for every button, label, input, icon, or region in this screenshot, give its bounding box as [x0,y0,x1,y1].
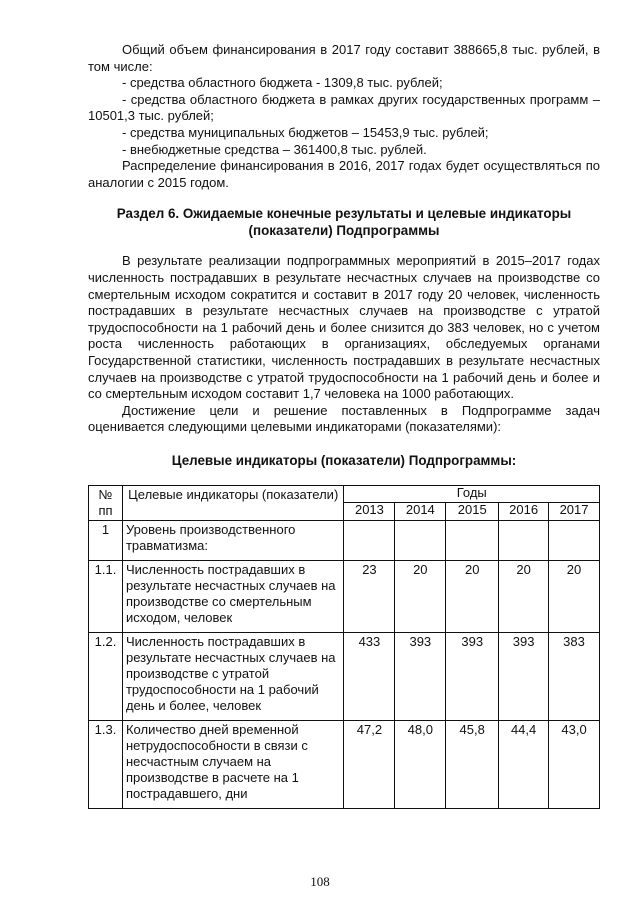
table-row [89,520,600,560]
page-number: 108 [310,874,330,889]
row-number: 1 [89,520,123,560]
indicator-value: 44,4 [499,720,549,808]
intro-paragraph: Общий объем финансирования в 2017 году составит 388665,8 тыс. рублей, в том числе: [88,42,600,74]
year-header: 2013 [344,503,395,521]
indicator-value [344,520,395,560]
year-header: 2014 [395,503,446,521]
indicator-value: 23 [344,560,395,632]
column-header-years: Годы [344,485,600,503]
document-page [88,42,600,809]
indicator-value: 45,8 [446,720,499,808]
column-header-indicator: Целевые индикаторы (показатели) [122,485,344,520]
table-row [89,720,600,808]
intro-paragraph: - средства областного бюджета - 1309,8 тыс. рублей; [122,75,443,91]
body-paragraph: В результате реализации подпрограммных мероприятий в 2015–2017 годах численность пострадавших в результате несчастных случаев на производстве со смертельным исходом сократится и составит в 2017 году 20 человек, численность пострадавших в результате несчастных случаев на производстве с утратой трудоспособности на 1 рабочий день и более снизится до 383 человек, но с учетом роста численность работающих в организациях, обследуемых органами Государственной статистики, численность пострадавших в результате несчастных случаев на производстве с утратой трудоспособности на 1 рабочий день и более и со смертельным исходом составит 1,7 человека на 1000 работающих. [88,253,600,402]
indicator-value: 393 [499,632,549,720]
intro-paragraph: - средства областного бюджета в рамках других государственных программ – 10501,3 тыс. рублей; [88,91,600,124]
intro-paragraph: - средства муниципальных бюджетов – 15453,9 тыс. рублей; [122,124,489,140]
indicator-value: 20 [446,560,499,632]
row-number: 1.1. [89,560,123,632]
year-header: 2016 [499,503,549,521]
indicator-value: 393 [395,632,446,720]
indicator-value [549,520,600,560]
indicator-value: 48,0 [395,720,446,808]
indicator-value [446,520,499,560]
table-row [89,560,600,632]
indicator-value: 43,0 [549,720,600,808]
row-number: 1.3. [89,720,123,808]
table-header-row [89,485,600,503]
indicator-value: 383 [549,632,600,720]
indicator-value: 433 [344,632,395,720]
section-title-line2: (показатели) Подпрограммы [248,223,440,239]
year-header: 2017 [549,503,600,521]
intro-paragraph: Распределение финансирования в 2016, 2017 годах будет осуществляться по аналогии с 2015 годом. [88,158,600,190]
body-paragraph: Достижение цели и решение поставленных в Подпрограмме задач оценивается следующими целевыми индикаторами (показателями): [88,402,600,435]
table-caption: Целевые индикаторы (показатели) Подпрограммы: [171,452,517,468]
indicator-value: 20 [499,560,549,632]
row-number: 1.2. [89,632,123,720]
column-header-number: № пп [89,485,123,520]
section-title-line1: Раздел 6. Ожидаемые конечные результаты и целевые индикаторы [116,206,572,222]
indicator-value [499,520,549,560]
indicator-name: Уровень производственного травматизма: [122,520,344,560]
indicator-name: Численность пострадавших в результате несчастных случаев на производстве с утратой трудоспособности на 1 рабочий день и более, человек [122,632,344,720]
year-header: 2015 [446,503,499,521]
intro-paragraph: - внебюджетные средства – 361400,8 тыс. рублей. [122,141,427,157]
indicator-name: Количество дней временной нетрудоспособности в связи с несчастным случаем на производстве в расчете на 1 пострадавшего, дни [122,720,344,808]
indicators-table [88,485,600,809]
indicator-value: 393 [446,632,499,720]
indicator-value: 20 [395,560,446,632]
indicator-name: Численность пострадавших в результате несчастных случаев на производстве со смертельным исходом, человек [122,560,344,632]
table-row [89,632,600,720]
indicator-value: 20 [549,560,600,632]
indicator-value: 47,2 [344,720,395,808]
indicator-value [395,520,446,560]
